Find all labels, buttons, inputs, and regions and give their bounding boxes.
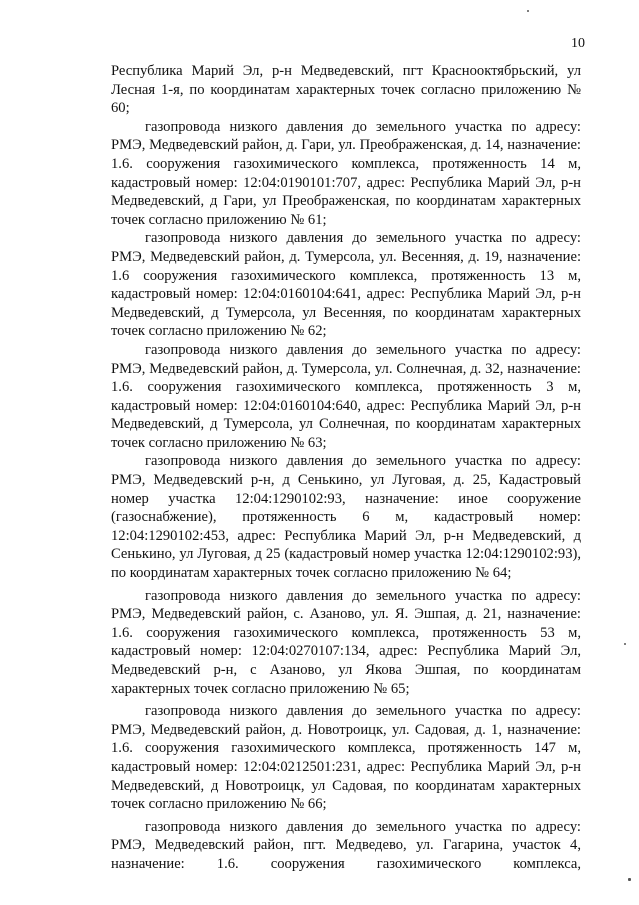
page-number: 10 (571, 36, 585, 51)
scan-speck (628, 878, 631, 881)
paragraph-8: газопровода низкого давления до земельного участка по адресу: РМЭ, Медведевский район, пгт. Медведево, ул. Гагарина, участок 4, назначение: 1.6. сооружения газохимического комплекса, (111, 818, 581, 872)
paragraph-6: газопровода низкого давления до земельного участка по адресу: РМЭ, Медведевский район, с. Азаново, ул. Я. Эшпая, д. 21, назначение: 1.6. сооружения газохимического комплекса, протяженность 53 м, кадастровый номер: 12:04:0270107:134, адрес: Республика Марий Эл, Медведевский р-н, с Азаново, ул Якова Эшпая, по координатам характерных точек согласно приложению № 65; (111, 587, 581, 697)
paragraph-2: газопровода низкого давления до земельного участка по адресу: РМЭ, Медведевский район, д. Гари, ул. Преображенская, д. 14, назначение: 1.6. сооружения газохимического комплекса, протяженность 14 м, кадастровый номер: 12:04:0190101:707, адрес: Республика Марий Эл, р-н Медведевский, д Гари, ул Преображенская, по координатам характерных точек согласно приложению № 61; (111, 118, 581, 228)
scan-speck (527, 10, 529, 12)
paragraph-1: Республика Марий Эл, р-н Медведевский, пгт Краснооктябрьский, ул Лесная 1-я, по координатам характерных точек согласно приложению № 60; (111, 63, 581, 117)
paragraph-5: газопровода низкого давления до земельного участка по адресу: РМЭ, Медведевский р-н, д Сенькино, ул Луговая, д. 25, Кадастровый номер участка 12:04:1290102:93, назначение: иное сооружение (газоснабжение), протяженность 6 м, кадастровый номер: 12:04:1290102:453, адрес: Республика Марий Эл, р-н Медведевский, д Сенькино, ул Луговая, д 25 (кадастровый номер участка 12:04:1290102:93), по координатам характерных точек согласно приложению № 64; (111, 453, 581, 582)
document-body (111, 62, 581, 874)
paragraph-4: газопровода низкого давления до земельного участка по адресу: РМЭ, Медведевский район, д. Тумерсола, ул. Солнечная, д. 32, назначение: 1.6. сооружения газохимического комплекса, протяженность 3 м, кадастровый номер: 12:04:0160104:640, адрес: Республика Марий Эл, р-н Медведевский, д Тумерсола, ул Солнечная, по координатам характерных точек согласно приложению № 63; (111, 341, 581, 451)
paragraph-7: газопровода низкого давления до земельного участка по адресу: РМЭ, Медведевский район, д. Новотроицк, ул. Садовая, д. 1, назначение: 1.6. сооружения газохимического комплекса, протяженность 147 м, кадастровый номер: 12:04:0212501:231, адрес: Республика Марий Эл, р-н Медведевский, д Новотроицк, ул Садовая, по координатам характерных точек согласно приложению № 66; (111, 703, 581, 813)
scan-speck (624, 643, 626, 645)
paragraph-3: газопровода низкого давления до земельного участка по адресу: РМЭ, Медведевский район, д. Тумерсола, ул. Весенняя, д. 19, назначение: 1.6 сооружения газохимического комплекса, протяженность 13 м, кадастровый номер: 12:04:0160104:641, адрес: Республика Марий Эл, р-н Медведевский, д Тумерсола, ул Весенняя, по координатам характерных точек согласно приложению № 62; (111, 230, 581, 340)
